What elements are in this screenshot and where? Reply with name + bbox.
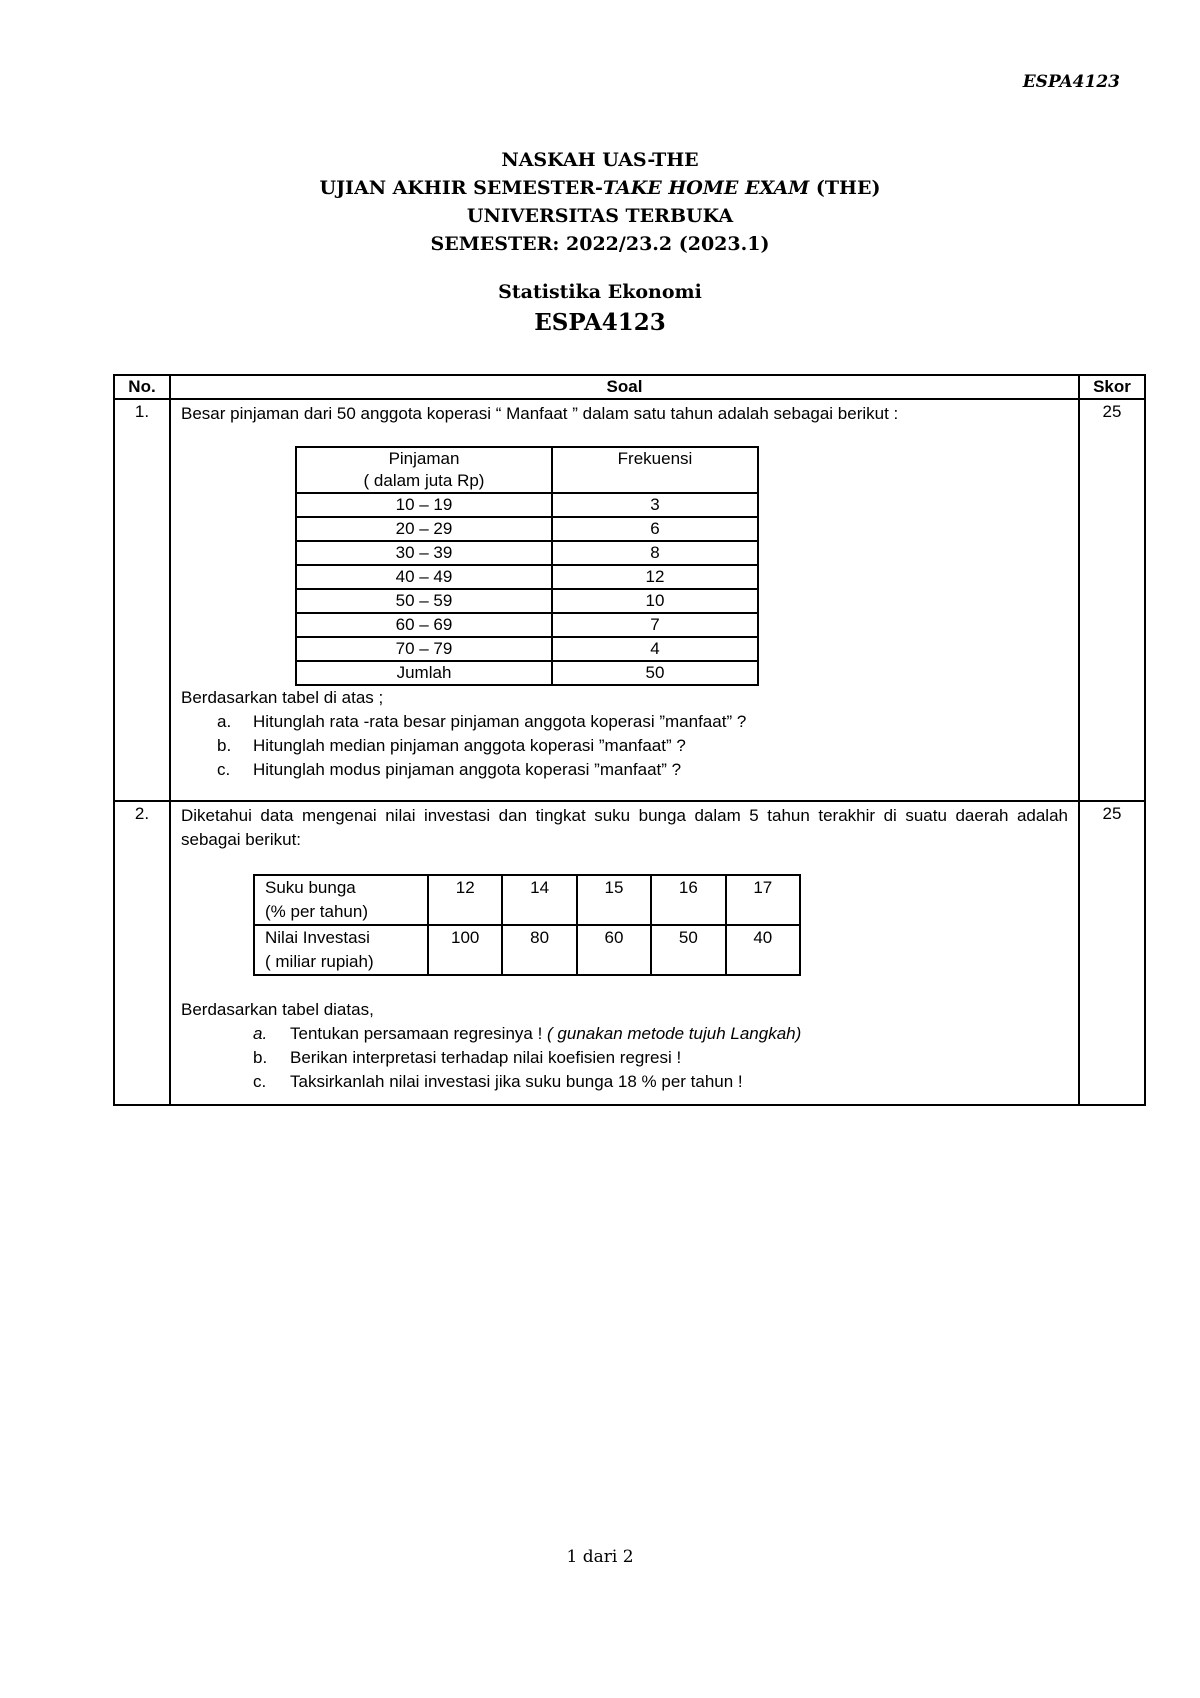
question-content-2 xyxy=(170,801,1079,1105)
heading-line-2-prefix: UJIAN AKHIR SEMESTER- xyxy=(319,177,603,199)
freq-total-label: Jumlah xyxy=(296,661,552,685)
subquestion-list-2 xyxy=(181,1022,1068,1094)
course-code: ESPA4123 xyxy=(534,309,666,336)
subquestion-text-note: ( gunakan metode tujuh Langkah) xyxy=(547,1024,802,1043)
freq-value: 12 xyxy=(552,565,758,589)
regression-value: 17 xyxy=(726,875,800,925)
heading-line-4: SEMESTER: 2022/23.2 (2023.1) xyxy=(430,233,770,255)
regression-label-nilai-investasi xyxy=(254,925,428,975)
subquestion-item xyxy=(181,1022,1068,1046)
regression-label-suku-bunga xyxy=(254,875,428,925)
regression-value: 16 xyxy=(651,875,725,925)
freq-range: 10 – 19 xyxy=(296,493,552,517)
regression-value: 80 xyxy=(502,925,576,975)
freq-range: 20 – 29 xyxy=(296,517,552,541)
regression-label-line1: Suku bunga xyxy=(265,878,356,897)
regression-value: 100 xyxy=(428,925,502,975)
subquestion-item xyxy=(181,1046,1068,1070)
subquestion-item xyxy=(181,1070,1068,1094)
regression-label-line1: Nilai Investasi xyxy=(265,928,370,947)
question-number-1: 1. xyxy=(114,399,170,801)
freq-total-value: 50 xyxy=(552,661,758,685)
heading-line-2-italic: TAKE HOME EXAM xyxy=(602,177,810,199)
course-name: Statistika Ekonomi xyxy=(498,281,702,303)
header-soal: Soal xyxy=(170,375,1079,399)
exam-table xyxy=(113,374,1146,1106)
question-intro-1: Berdasarkan tabel di atas ; xyxy=(181,688,384,707)
regression-data-table xyxy=(253,874,801,976)
question-row-2 xyxy=(114,801,1145,1105)
subquestion-text: Berikan interpretasi terhadap nilai koefisien regresi ! xyxy=(290,1048,682,1067)
regression-value: 14 xyxy=(502,875,576,925)
header-no: No. xyxy=(114,375,170,399)
question-text-2: Diketahui data mengenai nilai investasi dan tingkat suku bunga dalam 5 tahun terakhir di suatu daerah adalah sebagai berikut: xyxy=(181,806,1068,849)
subquestion-item xyxy=(181,734,1068,758)
subquestion-text xyxy=(290,1022,801,1046)
frequency-table-header xyxy=(296,447,758,493)
document-heading xyxy=(0,146,1200,340)
question-row-1 xyxy=(114,399,1145,801)
freq-header-pinjaman-line1: Pinjaman xyxy=(388,449,460,468)
heading-gap xyxy=(0,258,1200,278)
question-text-1: Besar pinjaman dari 50 anggota koperasi “ Manfaat ” dalam satu tahun adalah sebagai berikut : xyxy=(181,404,899,423)
freq-value: 3 xyxy=(552,493,758,517)
freq-value: 8 xyxy=(552,541,758,565)
freq-header-frekuensi: Frekuensi xyxy=(552,447,758,493)
frequency-row xyxy=(296,541,758,565)
freq-value: 6 xyxy=(552,517,758,541)
question-score-1: 25 xyxy=(1079,399,1145,801)
question-score-2: 25 xyxy=(1079,801,1145,1105)
freq-range: 40 – 49 xyxy=(296,565,552,589)
subquestion-mark: c. xyxy=(253,1072,267,1091)
frequency-row xyxy=(296,493,758,517)
frequency-row xyxy=(296,517,758,541)
subquestion-text: Hitunglah modus pinjaman anggota koperasi ”manfaat” ? xyxy=(253,760,682,779)
subquestion-mark: a. xyxy=(217,712,232,731)
subquestion-item xyxy=(181,758,1068,782)
heading-line-2 xyxy=(0,174,1200,202)
regression-value: 50 xyxy=(651,925,725,975)
subquestion-mark: b. xyxy=(217,736,232,755)
heading-line-2-suffix: (THE) xyxy=(809,177,881,199)
question-content-1 xyxy=(170,399,1079,801)
subquestion-mark: c. xyxy=(217,760,231,779)
regression-row-nilai-investasi xyxy=(254,925,800,975)
frequency-table xyxy=(295,446,759,686)
frequency-row xyxy=(296,637,758,661)
subquestion-text: Hitunglah rata -rata besar pinjaman anggota koperasi ”manfaat” ? xyxy=(253,712,747,731)
freq-range: 60 – 69 xyxy=(296,613,552,637)
heading-line-3: UNIVERSITAS TERBUKA xyxy=(466,205,734,227)
header-course-code: ESPA4123 xyxy=(1022,72,1120,92)
subquestion-text: Taksirkanlah nilai investasi jika suku bunga 18 % per tahun ! xyxy=(290,1072,743,1091)
regression-label-line2: (% per tahun) xyxy=(265,902,368,921)
freq-value: 4 xyxy=(552,637,758,661)
frequency-row xyxy=(296,565,758,589)
subquestion-text: Hitunglah median pinjaman anggota koperasi ”manfaat” ? xyxy=(253,736,686,755)
freq-value: 7 xyxy=(552,613,758,637)
exam-table-header xyxy=(114,375,1145,399)
regression-label-line2: ( miliar rupiah) xyxy=(265,952,374,971)
regression-value: 15 xyxy=(577,875,651,925)
question-number-2: 2. xyxy=(114,801,170,1105)
freq-header-pinjaman-line2: ( dalam juta Rp) xyxy=(363,471,485,490)
regression-row-suku-bunga xyxy=(254,875,800,925)
subquestion-text-main: Tentukan persamaan regresinya ! xyxy=(290,1024,548,1043)
freq-value: 10 xyxy=(552,589,758,613)
heading-line-1: NASKAH UAS-THE xyxy=(501,149,699,171)
frequency-total-row xyxy=(296,661,758,685)
subquestion-mark: b. xyxy=(253,1048,268,1067)
regression-value: 12 xyxy=(428,875,502,925)
regression-value: 60 xyxy=(577,925,651,975)
subquestion-list-1 xyxy=(181,710,1068,782)
freq-header-pinjaman xyxy=(296,447,552,493)
page-number: 1 dari 2 xyxy=(566,1547,634,1567)
freq-range: 30 – 39 xyxy=(296,541,552,565)
regression-value: 40 xyxy=(726,925,800,975)
frequency-row xyxy=(296,613,758,637)
subquestion-item xyxy=(181,710,1068,734)
frequency-row xyxy=(296,589,758,613)
question-intro-2: Berdasarkan tabel diatas, xyxy=(181,1000,374,1019)
freq-range: 70 – 79 xyxy=(296,637,552,661)
header-skor: Skor xyxy=(1079,375,1145,399)
subquestion-mark: a. xyxy=(253,1024,268,1043)
freq-range: 50 – 59 xyxy=(296,589,552,613)
